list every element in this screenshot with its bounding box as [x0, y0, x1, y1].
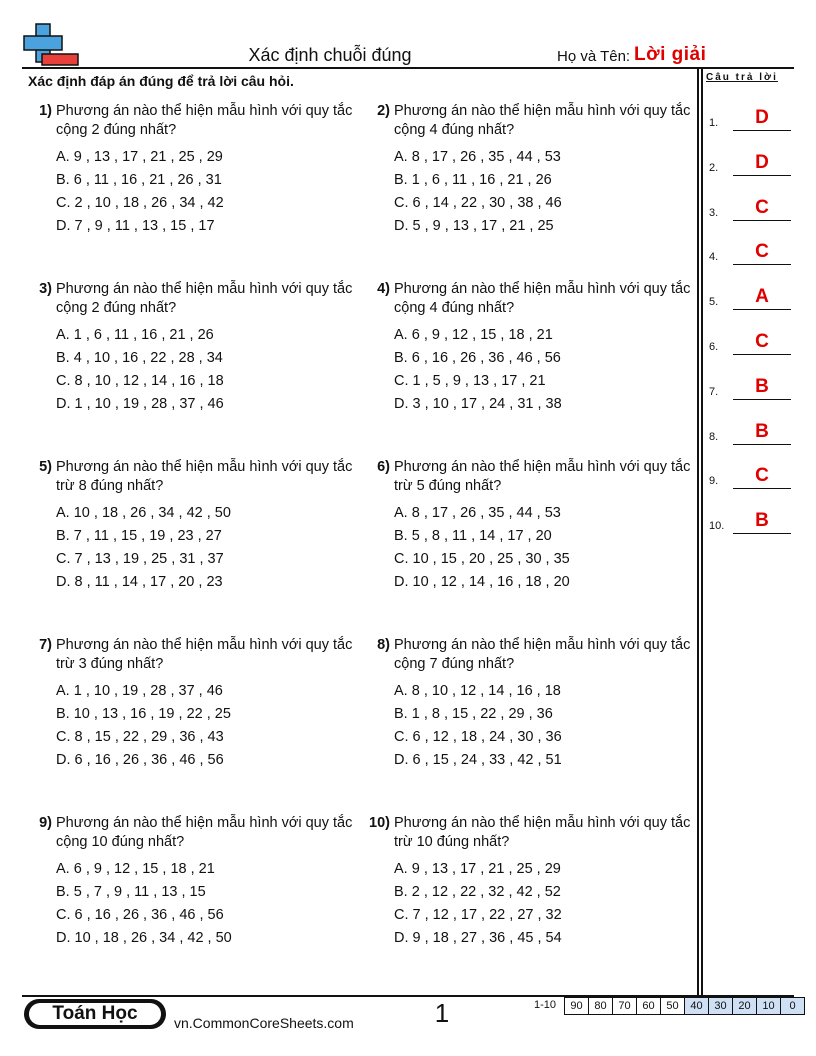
answer-row: [709, 146, 793, 176]
score-cell: 70: [612, 998, 636, 1014]
answer-option-d: D. 10 , 12 , 14 , 16 , 18 , 20: [394, 574, 570, 590]
question-2: [366, 102, 696, 252]
answer-number: 8.: [709, 430, 719, 443]
answer-option-b: B. 7 , 11 , 15 , 19 , 23 , 27: [56, 528, 222, 544]
answer-column-divider: [701, 67, 703, 995]
score-range-label: 1-10: [534, 999, 557, 1011]
question-number: 4): [377, 281, 390, 297]
instruction: Xác định đáp án đúng để trả lời câu hỏi.: [28, 73, 294, 89]
answer-option-b: B. 5 , 8 , 11 , 14 , 17 , 20: [394, 528, 552, 544]
answer-option-b: B. 6 , 16 , 26 , 36 , 46 , 56: [394, 350, 561, 366]
score-table: [564, 997, 805, 1015]
answer-letter: B: [755, 510, 769, 532]
answer-option-a: A. 1 , 10 , 19 , 28 , 37 , 46: [56, 683, 223, 699]
question-number: 9): [39, 815, 52, 831]
answer-row: [709, 415, 793, 445]
answer-option-b: B. 6 , 11 , 16 , 21 , 26 , 31: [56, 172, 222, 188]
question-1: [28, 102, 358, 252]
answer-letter: A: [755, 286, 769, 308]
question-text: Phương án nào thể hiện mẫu hình với quy tắc cộng 10 đúng nhất?: [56, 815, 353, 850]
answer-option-a: A. 8 , 10 , 12 , 14 , 16 , 18: [394, 683, 561, 699]
site-url: vn.CommonCoreSheets.com: [174, 1015, 354, 1031]
answer-letter: B: [755, 420, 769, 442]
answer-number: 4.: [709, 251, 719, 264]
score-cell: 80: [588, 998, 612, 1014]
answer-option-b: B. 4 , 10 , 16 , 22 , 28 , 34: [56, 350, 223, 366]
answer-option-c: C. 1 , 5 , 9 , 13 , 17 , 21: [394, 373, 546, 389]
score-cell: 10: [756, 998, 780, 1014]
answer-blank-line: [733, 533, 791, 534]
answer-option-d: D. 3 , 10 , 17 , 24 , 31 , 38: [394, 396, 562, 412]
question-number: 8): [377, 637, 390, 653]
question-8: [366, 636, 696, 786]
answer-letter: B: [755, 375, 769, 397]
answer-number: 3.: [709, 206, 719, 219]
answer-option-d: D. 1 , 10 , 19 , 28 , 37 , 46: [56, 396, 224, 412]
name-label: Họ và Tên:: [557, 48, 631, 65]
answer-blank-line: [733, 444, 791, 445]
answer-letter: C: [755, 331, 769, 352]
answer-row: [709, 325, 793, 355]
question-10: [366, 814, 696, 964]
question-5: [28, 458, 358, 608]
answer-letter: D: [755, 151, 769, 173]
page-title: Xác định chuỗi đúng: [248, 45, 412, 65]
question-number: 1): [39, 103, 52, 119]
answers-header: Câu trả lời: [706, 72, 778, 83]
answer-option-a: A. 6 , 9 , 12 , 15 , 18 , 21: [56, 861, 215, 877]
answer-letter: C: [755, 196, 769, 218]
score-cell: 90: [570, 1000, 583, 1012]
question-number: 5): [39, 459, 52, 475]
header-divider: [22, 67, 794, 69]
answer-letter: C: [755, 465, 769, 487]
score-cell: 40: [684, 998, 708, 1014]
answer-option-b: B. 5 , 7 , 9 , 11 , 13 , 15: [56, 884, 206, 900]
answer-row: [709, 280, 793, 310]
question-text: Phương án nào thể hiện mẫu hình với quy tắc cộng 4 đúng nhất?: [394, 103, 691, 138]
question-number: 6): [377, 459, 390, 475]
answer-option-a: A. 8 , 17 , 26 , 35 , 44 , 53: [394, 505, 561, 521]
answer-row: [709, 504, 793, 534]
answer-option-d: D. 9 , 18 , 27 , 36 , 45 , 54: [394, 930, 562, 946]
question-text: Phương án nào thể hiện mẫu hình với quy tắc cộng 7 đúng nhất?: [394, 637, 691, 672]
answer-option-b: B. 10 , 13 , 16 , 19 , 22 , 25: [56, 706, 231, 722]
answer-blank-line: [733, 309, 791, 310]
question-text: Phương án nào thể hiện mẫu hình với quy tắc trừ 10 đúng nhất?: [394, 815, 691, 850]
answer-number: 6.: [709, 341, 719, 353]
answer-option-b: B. 2 , 12 , 22 , 32 , 42 , 52: [394, 884, 561, 900]
page-number: 1: [434, 998, 450, 1028]
name-value: Lời giải: [634, 44, 707, 65]
answer-option-c: C. 2 , 10 , 18 , 26 , 34 , 42: [56, 195, 224, 211]
answer-option-a: A. 9 , 13 , 17 , 21 , 25 , 29: [56, 149, 223, 165]
answer-option-a: A. 1 , 6 , 11 , 16 , 21 , 26: [56, 327, 214, 343]
answer-option-d: D. 6 , 15 , 24 , 33 , 42 , 51: [394, 752, 562, 768]
answer-blank-line: [733, 220, 791, 221]
answer-row: [709, 101, 793, 131]
answer-number: 7.: [709, 385, 719, 398]
answer-column-divider: [697, 67, 699, 995]
answer-option-b: B. 1 , 8 , 15 , 22 , 29 , 36: [394, 706, 553, 722]
answer-blank-line: [733, 130, 791, 131]
answer-option-a: A. 8 , 17 , 26 , 35 , 44 , 53: [394, 149, 561, 165]
answer-row: [709, 235, 793, 265]
question-number: 7): [39, 637, 52, 653]
answer-blank-line: [733, 175, 791, 176]
brand-label: Toán Học: [29, 1003, 161, 1025]
question-4: [366, 280, 696, 430]
answer-row: [709, 459, 793, 489]
answer-blank-line: [733, 399, 791, 400]
answer-option-c: C. 10 , 15 , 20 , 25 , 30 , 35: [394, 551, 570, 567]
answer-option-d: D. 7 , 9 , 11 , 13 , 15 , 17: [56, 218, 215, 234]
answer-option-c: C. 7 , 13 , 19 , 25 , 31 , 37: [56, 551, 224, 567]
answer-option-d: D. 10 , 18 , 26 , 34 , 42 , 50: [56, 930, 232, 946]
answer-option-d: D. 5 , 9 , 13 , 17 , 21 , 25: [394, 218, 554, 234]
answer-option-b: B. 1 , 6 , 11 , 16 , 21 , 26: [394, 172, 552, 188]
answer-option-d: D. 6 , 16 , 26 , 36 , 46 , 56: [56, 752, 224, 768]
answer-blank-line: [733, 264, 791, 265]
question-text: Phương án nào thể hiện mẫu hình với quy tắc cộng 2 đúng nhất?: [56, 281, 353, 316]
answer-option-a: A. 10 , 18 , 26 , 34 , 42 , 50: [56, 505, 231, 521]
question-6: [366, 458, 696, 608]
answer-number: 5.: [709, 296, 719, 309]
answer-blank-line: [733, 354, 791, 355]
question-number: 2): [377, 103, 390, 119]
answer-option-c: C. 6 , 12 , 18 , 24 , 30 , 36: [394, 729, 562, 745]
question-text: Phương án nào thể hiện mẫu hình với quy tắc trừ 5 đúng nhất?: [394, 459, 691, 494]
score-cell: 30: [708, 998, 732, 1014]
question-number: 10): [369, 815, 390, 831]
question-7: [28, 636, 358, 786]
score-cell: 50: [660, 998, 684, 1014]
answer-option-a: A. 6 , 9 , 12 , 15 , 18 , 21: [394, 327, 553, 343]
answer-option-c: C. 8 , 10 , 12 , 14 , 16 , 18: [56, 373, 224, 389]
answer-blank-line: [733, 488, 791, 489]
answer-option-c: C. 6 , 14 , 22 , 30 , 38 , 46: [394, 195, 562, 211]
answer-letter: C: [755, 241, 769, 263]
question-text: Phương án nào thể hiện mẫu hình với quy tắc trừ 8 đúng nhất?: [56, 459, 353, 494]
answer-option-c: C. 6 , 16 , 26 , 36 , 46 , 56: [56, 907, 224, 923]
brand-badge: [24, 999, 166, 1029]
answer-option-d: D. 8 , 11 , 14 , 17 , 20 , 23: [56, 574, 223, 590]
answer-row: [709, 370, 793, 400]
question-text: Phương án nào thể hiện mẫu hình với quy tắc cộng 2 đúng nhất?: [56, 103, 353, 138]
score-cell: 20: [732, 998, 756, 1014]
answer-number: 2.: [709, 161, 719, 174]
answer-letter: D: [755, 107, 769, 128]
question-3: [28, 280, 358, 430]
answer-row: [709, 191, 793, 221]
question-number: 3): [39, 281, 52, 297]
answer-number: 9.: [709, 475, 719, 488]
question-text: Phương án nào thể hiện mẫu hình với quy tắc trừ 3 đúng nhất?: [56, 637, 353, 672]
score-cell: 0: [780, 998, 804, 1014]
answer-number: 10.: [709, 520, 725, 533]
question-9: [28, 814, 358, 964]
score-cell: 60: [636, 998, 660, 1014]
question-text: Phương án nào thể hiện mẫu hình với quy tắc cộng 4 đúng nhất?: [394, 281, 691, 316]
answer-option-a: A. 9 , 13 , 17 , 21 , 25 , 29: [394, 861, 561, 877]
answer-number: 1.: [709, 117, 719, 129]
answer-option-c: C. 8 , 15 , 22 , 29 , 36 , 43: [56, 729, 224, 745]
plus-minus-logo-icon: [22, 22, 80, 68]
answer-option-c: C. 7 , 12 , 17 , 22 , 27 , 32: [394, 907, 562, 923]
